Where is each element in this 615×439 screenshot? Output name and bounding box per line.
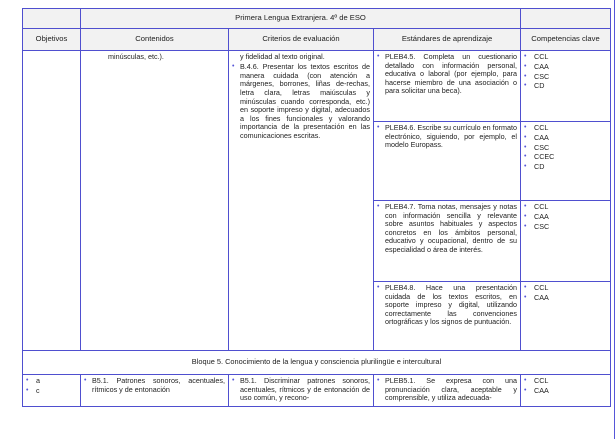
competencia-item: • CSC: [524, 73, 607, 82]
competencia-item: • CCEC: [524, 153, 607, 162]
table-row: [23, 375, 611, 407]
competencias-cell: [521, 282, 611, 351]
contenidos-text: • B5.1. Patrones sonoros, acentuales, rítmicos y de entonación: [84, 377, 225, 394]
title-empty-cell-right: [521, 9, 611, 29]
competencia-item: • CD: [524, 82, 607, 91]
contenidos-text: minúsculas, etc.).: [108, 52, 164, 61]
curriculum-table: [22, 8, 611, 407]
estandar-cell: [374, 282, 521, 351]
objetivo-item: • c: [26, 387, 77, 396]
block-title-row: [23, 351, 611, 375]
competencia-item: • CCL: [524, 203, 607, 212]
criterios-cell: [229, 51, 374, 351]
competencia-item: • CCL: [524, 284, 607, 293]
competencia-item: • CCL: [524, 377, 607, 386]
competencia-item: • CAA: [524, 294, 607, 303]
competencias-cell: [521, 122, 611, 201]
criterios-cell: [229, 375, 374, 407]
competencia-item: • CAA: [524, 213, 607, 222]
objetivos-cell: [23, 51, 81, 351]
competencia-item: • CAA: [524, 63, 607, 72]
competencias-cell: [521, 375, 611, 407]
estandar-text: • PLEB4.8. Hace una presentación cuidada de los textos escritos, en soporte impreso y digital, utilizando correctamente las convenciones ortográficas y los signos de puntuación.: [377, 284, 517, 327]
table-title: Primera Lengua Extranjera. 4º de ESO: [81, 9, 521, 29]
competencia-item: • CSC: [524, 144, 607, 153]
table-row: [23, 51, 611, 122]
contenidos-cell: [81, 375, 229, 407]
contenidos-cell: [81, 51, 229, 351]
header-criterios: Criterios de evaluación: [229, 29, 374, 51]
competencia-item: • CSC: [524, 223, 607, 232]
competencias-cell: [521, 51, 611, 122]
criterio-item: • B.4.6. Presentar los textos escritos de manera cuidada (con atención a márgenes, borrones, liñas de-rechas, letra clara, letras maiúsculas y minúsculas cuando corresponda, etc.) en soporte impreso y digital, adecuados a los fines funcionales y valorando importancia de la presentación en las comunicaciones escritas.: [232, 63, 370, 140]
criterio-item: • B5.1. Discriminar patrones sonoros, acentuales, rítmicos y de entonación de uso común, y recono-: [232, 377, 370, 403]
title-empty-cell: [23, 9, 81, 29]
competencia-item: • CD: [524, 163, 607, 172]
estandar-cell: [374, 51, 521, 122]
estandar-cell: [374, 201, 521, 282]
estandar-cell: [374, 122, 521, 201]
criterio-continuation: y fidelidad al texto original.: [240, 52, 325, 61]
header-estandares: Estándares de aprendizaje: [374, 29, 521, 51]
competencia-item: • CAA: [524, 134, 607, 143]
header-competencias: Competencias clave: [521, 29, 611, 51]
header-contenidos: Contenidos: [81, 29, 229, 51]
competencia-item: • CCL: [524, 53, 607, 62]
estandar-text: • PLEB4.7. Toma notas, mensajes y notas con información sencilla y relevante sobre asuntos habituales y aspectos concretos en los ámbitos personal, educativo y ocupacional, dentro de su especialidad o área de interés.: [377, 203, 517, 255]
competencias-cell: [521, 201, 611, 282]
header-objetivos: Objetivos: [23, 29, 81, 51]
estandar-text: • PLEB4.5. Completa un cuestionario detallado con información personal, educativa o laboral (por ejemplo, para hacerse miembro de una asociación o para solicitar una beca).: [377, 53, 517, 96]
competencia-item: • CCL: [524, 124, 607, 133]
estandar-text: • PLEB4.6. Escribe su currículo en formato electrónico, siguiendo, por ejemplo, el modelo Europass.: [377, 124, 517, 150]
objetivo-item: • a: [26, 377, 77, 386]
competencia-item: • CAA: [524, 387, 607, 396]
block5-title: Bloque 5. Conocimiento de la lengua y consciencia plurilingüe e intercultural: [23, 351, 611, 375]
estandar-text: • PLEB5.1. Se expresa con una pronunciación clara, aceptable y comprensible, y utiliza adecuada-: [377, 377, 517, 403]
objetivos-cell: [23, 375, 81, 407]
column-header-row: [23, 29, 611, 51]
estandar-cell: [374, 375, 521, 407]
table-title-row: [23, 9, 611, 29]
